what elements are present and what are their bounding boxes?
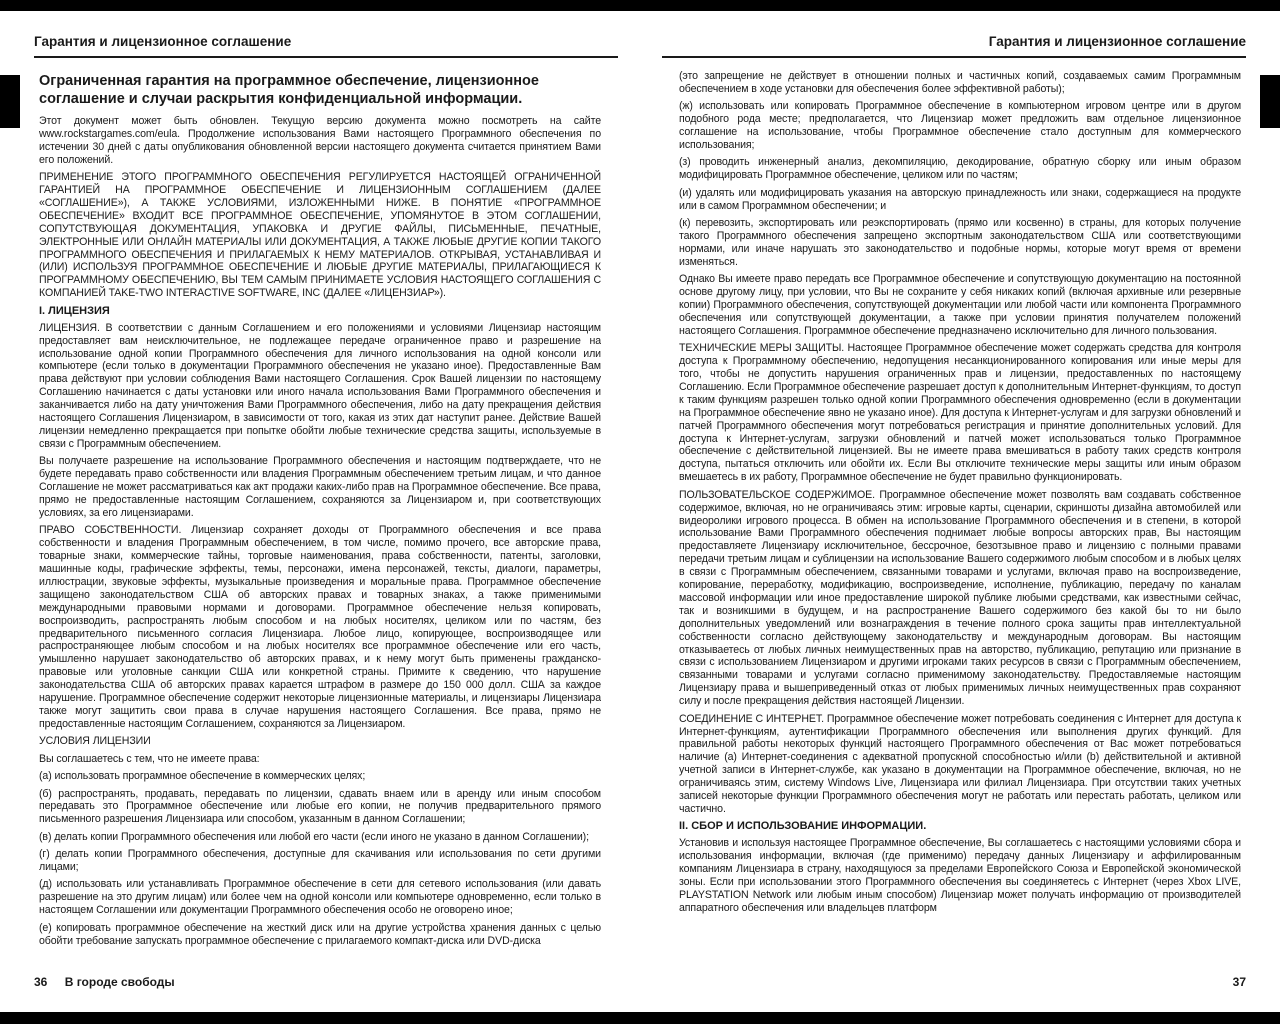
left-page-header: Гарантия и лицензионное соглашение bbox=[34, 34, 292, 49]
paragraph: ПРИМЕНЕНИЕ ЭТОГО ПРОГРАММНОГО ОБЕСПЕЧЕНИЯ РЕГУЛИРУЕТСЯ НАСТОЯЩЕЙ ОГРАНИЧЕННОЙ ГАРАНТИЕЙ НА ПРОГРАММНОЕ ОБЕСПЕЧЕНИЕ И ЛИЦЕНЗИОННЫМ СОГЛАШЕНИЕМ (ДАЛЕЕ «СОГЛАШЕНИЕ»), А ТАКЖЕ УСЛОВИЯМИ, ИЗЛОЖЕННЫМИ НИЖЕ. В ПОНЯТИЕ «ПРОГРАММНОЕ ОБЕСПЕЧЕНИЕ» ВХОДИТ ВСЕ ПРОГРАММНОЕ ОБЕСПЕЧЕНИЕ, УПОМЯНУТОЕ В ЭТОМ СОГЛАШЕНИИ, СОПУТСТВУЮЩАЯ ДОКУМЕНТАЦИЯ, УПАКОВКА И ДРУГИЕ ФАЙЛЫ, ПИСЬМЕННЫЕ, ПЕЧАТНЫЕ, ЭЛЕКТРОННЫЕ ИЛИ ОНЛАЙН МАТЕРИАЛЫ ИЛИ ДОКУМЕНТАЦИЯ, А ТАКЖЕ ЛЮБЫЕ ДРУГИЕ КОПИИ ТАКОГО ПРОГРАММНОГО ОБЕСПЕЧЕНИЯ И ПРИЛАГАЕМЫХ К НЕМУ МАТЕРИАЛОВ. ОТКРЫВАЯ, УСТАНАВЛИВАЯ И (ИЛИ) ИСПОЛЬЗУЯ ПРОГРАММНОЕ ОБЕСПЕЧЕНИЕ И ЛЮБЫЕ ДРУГИЕ МАТЕРИАЛЫ, ПРИЛАГАЮЩИЕСЯ К ПРОГРАММНОМУ ОБЕСПЕЧЕНИЮ, ВЫ ТЕМ САМЫМ ПРИНИМАЕТЕ УСЛОВИЯ НАСТОЯЩЕГО СОГЛАШЕНИЯ С КОМПАНИЕЙ TAKE-TWO INTERACTIVE SOFTWARE, INC (ДАЛЕЕ «ЛИЦЕНЗИАР»). bbox=[39, 171, 601, 300]
game-title: В городе свободы bbox=[64, 975, 175, 989]
right-page-header: Гарантия и лицензионное соглашение bbox=[988, 34, 1246, 49]
paragraph: (е) копировать программное обеспечение на жесткий диск или на другие устройства хранения данных с целью обойти требование запускать программное обеспечение с прилагаемого компакт-диска или DVD-диска bbox=[39, 921, 601, 947]
paragraph: (д) использовать или устанавливать Программное обеспечение в сети для сетевого использования (или давать разрешение на это другим лицам) или более чем на одной консоли или компьютере одновременно, если только в настоящем Соглашении или документации Программного обеспечения особо не оговорено иное; bbox=[39, 878, 601, 917]
bottom-black-band bbox=[0, 1012, 1280, 1024]
right-edge-tab bbox=[1260, 75, 1280, 128]
right-text-body bbox=[679, 70, 1241, 915]
paragraph: СОЕДИНЕНИЕ С ИНТЕРНЕТ. Программное обеспечение может потребовать соединения с Интернет для доступа к Интернет-функциям, аутентификации Программного обеспечения или выполнения других функций. Для правильной работы некоторых функций настоящего Программного обеспечения от Вас может потребоваться наличие (а) Интернет-соединения с адекватной пропускной способностью и/или (b) действительной и активной учетной записи в Интернет-службе, как указано в документации на Программное обеспечение, включая, но не ограничиваясь этим, систему Windows Live, Лицензиара или филиал Лицензиара. При отсутствии таких учетных записей некоторые функции Программного обеспечения могут не работать или перестать работать, целиком или частично. bbox=[679, 712, 1241, 815]
paragraph: (к) перевозить, экспортировать или реэкспортировать (прямо или косвенно) в страны, для которых получение такого Программного обеспечения запрещено экспортным законодательством США или соответствующими нормами, или иначе нарушать это законодательство и подобные нормы, которые могут время от времени изменяться. bbox=[679, 217, 1241, 268]
paragraph: (б) распространять, продавать, передавать по лицензии, сдавать внаем или в аренду или иным способом передавать это Программное обеспечение или любые его копии, не получив предварительного прямого письменного разрешения Лицензиара или способом, указанным в данном Соглашении; bbox=[39, 787, 601, 826]
section-heading: I. ЛИЦЕНЗИЯ bbox=[39, 304, 110, 317]
paragraph: (ж) использовать или копировать Программное обеспечение в компьютерном игровом центре или в другом подобного рода месте; предполагается, что Лицензиар может предложить вам отдельное лицензионное соглашение на использование, чтобы Программное обеспечение стало доступным для коммерческого использования; bbox=[679, 100, 1241, 152]
paragraph: (это запрещение не действует в отношении полных и частичных копий, создаваемых самим Программным обеспечением в ходе установки для обеспечения более эффективной работы); bbox=[679, 70, 1241, 95]
paragraph: Вы получаете разрешение на использование Программного обеспечения и настоящим подтверждаете, что не будете передавать право собственности или владения Программным обеспечением третьим лицам, и что данное Соглашение не может рассматриваться как акт продажи каких-либо прав на Программное обеспечение. Все права, прямо не предоставленные настоящим Соглашением, сохраняются за Лицензиаром и, при соответствующих условиях, за его лицензиарами. bbox=[39, 455, 601, 519]
left-header-rule bbox=[34, 56, 618, 58]
paragraph: ТЕХНИЧЕСКИЕ МЕРЫ ЗАЩИТЫ. Настоящее Программное обеспечение может содержать средства для контроля доступа к Программному обеспечению, недопущения несанкционированного копирования или иные меры для того, чтобы не допустить нарушения ограниченных прав и лицензии, предоставленных по настоящему Соглашению. Если Программное обеспечение разрешает доступ к дополнительным Интернет-функциям, то доступ к таким функциям разрешен только одной копии Программного обеспечения одновременно (если в документации на Программное обеспечение явно не указано иное). Для доступа к Интернет-услугам и для загрузки обновлений и патчей Программного обеспечения могут потребоваться регистрация и принятие дополнительных условий. Для доступа к Интернет-услугам, загрузки обновлений и патчей может использоваться только Программное обеспечение с действительной лицензией. Вы не имеете права вмешиваться в работу таких средств контроля доступа, пытаться отключить или обойти их. Если Вы отключите технические меры защиты или иным образом вмешаетесь в их работу, Программное обеспечение не будет правильно функционировать. bbox=[679, 342, 1241, 484]
left-page-column bbox=[39, 70, 601, 956]
paragraph: Однако Вы имеете право передать все Программное обеспечение и сопутствующую документацию на постоянной основе другому лицу, при условии, что Вы не сохраните у себя никаких копий (включая архивные или резервные копии) Программного обеспечения, сопутствующей документации или любой части или компонента Программного обеспечения или сопутствующей документации, а также при условии принятия получателем положений настоящего Соглашения. Программное обеспечение предназначено исключительно для личного пользования. bbox=[679, 273, 1241, 337]
paragraph: (а) использовать программное обеспечение в коммерческих целях; bbox=[39, 770, 366, 783]
right-header-rule bbox=[662, 56, 1246, 58]
paragraph: (в) делать копии Программного обеспечения или любой его части (если иного не указано в данном Соглашении); bbox=[39, 830, 589, 843]
paragraph: (и) удалять или модифицировать указания на авторскую принадлежность или знаки, содержащиеся на продукте или в самом Программном обеспечении; и bbox=[679, 186, 1241, 212]
left-text-body bbox=[39, 115, 601, 947]
paragraph: (з) проводить инженерный анализ, декомпиляцию, декодирование, обратную сборку или иным образом модифицировать Программное обеспечение, целиком или по частям; bbox=[679, 156, 1241, 182]
page-number-left: 36 bbox=[34, 975, 48, 989]
right-page-footer bbox=[1233, 975, 1246, 989]
left-page-footer bbox=[34, 975, 175, 989]
paragraph: УСЛОВИЯ ЛИЦЕНЗИИ bbox=[39, 735, 151, 748]
paragraph: Установив и используя настоящее Программное обеспечение, Вы соглашаетесь с настоящими условиями сбора и использования информации, включая (где применимо) передачу данных Лицензиару и аффилированным компаниям Лицензиара в страну, находящуюся за пределами Европейского Союза и Европейской экономической зоны. Если при использовании этого Программного обеспечения вы соединяетесь с Интернет (через Xbox LIVE, PLAYSTATION Network или любым иным способом) Лицензиар может получать информацию от производителей аппаратного обеспечения или владельцев платформ bbox=[679, 837, 1241, 914]
paragraph: ПРАВО СОБСТВЕННОСТИ. Лицензиар сохраняет доходы от Программного обеспечения и все права собственности и владения Программным обеспечением, в том числе, помимо прочего, все авторские права, товарные знаки, коммерческие тайны, торговые наименования, права собственности, патенты, заголовки, машинные коды, графические эффекты, темы, персонажи, имена персонажей, тексты, диалоги, параметры, иллюстрации, звуковые эффекты, музыкальные произведения и моральные права. Программное обеспечение защищено законодательством США об авторских правах и товарных знаках, а также применимыми международными правовыми нормами и договорами. Программное обеспечение нельзя копировать, воспроизводить, распространять любым способом и на любых носителях, целиком или по частям, без предварительного письменного согласия Лицензиара. Любое лицо, копирующее, воспроизводящее или распространяющее любым способом и на любых носителях все программное обеспечение или его часть, умышленно нарушает законодательство об авторских правах, и к нему могут быть применены гражданско-правовые или уголовные санкции США или конкретной страны. Примите к сведению, что нарушение законодательства США об авторских правах карается штрафом в размере до 150 000 долл. США за каждое нарушение. Программное обеспечение содержит некоторые лицензионные материалы, и лицензиары Лицензиара также могут защитить свои права в случае нарушения настоящего Соглашения. Все права, прямо не предоставленные настоящим Соглашением, сохраняются за Лицензиаром. bbox=[39, 524, 601, 730]
paragraph: ПОЛЬЗОВАТЕЛЬСКОЕ СОДЕРЖИМОЕ. Программное обеспечение может позволять вам создавать собственное содержимое, включая, но не ограничиваясь этим: игровые карты, сценарии, скриншоты дизайна автомобилей или видеоролики игрового процесса. В обмен на использование Программного обеспечения и в степени, в которой использование Вами Программного обеспечения поднимает любые вопросы авторских прав, Вы настоящим предоставляете Лицензиару исключительное, бессрочное, безотзывное право и лицензию с полными правами передачи третьим лицам и сублицензии на использование Вашего содержимого любым способом и в любых целях в связи с Программным обеспечением, связанными товарами и услугами, включая право на воспроизведение, копирование, переработку, модификацию, воспроизведение, исполнение, публикацию, передачу по каналам массовой информации или иное предоставление широкой публике любыми средствами, как известными сейчас, так и возникшими в будущем, и на распространение Вашего содержимого без какой бы то ни было дополнительных уведомлений или вознаграждения в течение полного срока защиты прав интеллектуальной собственности согласно действующему законодательству и международным договорам. Вы настоящим отказываетесь от любых личных неимущественных прав на авторство, публикацию, репутацию или признание в связи с использованием Лицензиаром и другими игроками таких ресурсов в связи с Программным обеспечением, связанными товарами и услугами согласно применимому законодательству. Предоставляемые настоящим Лицензиару права и вышеприведенный отказ от любых применимых личных неимущественных прав сохраняют силу и после прекращения действия настоящей Лицензии. bbox=[679, 488, 1241, 708]
top-black-band bbox=[0, 0, 1280, 11]
paragraph: (г) делать копии Программного обеспечения, доступные для скачивания или использования по сети другими лицами; bbox=[39, 848, 601, 874]
paragraph: Этот документ может быть обновлен. Текущую версию документа можно посмотреть на сайте www.rockstargames.com/eula. Продолжение использования Вами настоящего Программного обеспечения по истечении 30 дней с даты опубликования обновленной версии настоящего документа считается принятием Вами его положений. bbox=[39, 115, 601, 166]
paragraph: Вы соглашаетесь с тем, что не имеете права: bbox=[39, 752, 260, 765]
left-edge-tab bbox=[0, 75, 20, 128]
section-heading: II. СБОР И ИСПОЛЬЗОВАНИЕ ИНФОРМАЦИИ. bbox=[679, 820, 927, 833]
page-title: Ограниченная гарантия на программное обеспечение, лицензионное соглашение и случаи раскрытия конфиденциальной информации. bbox=[39, 73, 539, 107]
right-page-column bbox=[679, 70, 1241, 956]
paragraph: ЛИЦЕНЗИЯ. В соответствии с данным Соглашением и его положениями и условиями Лицензиар настоящим предоставляет вам неисключительное, не подлежащее передаче ограниченное право и разрешение на использование одной копии Программного обеспечения для личного использования на одной консоли или компьютере (если только в документации Программного обеспечения не указано иное). Предоставленные Вам права действуют при условии соблюдения Вами настоящего Соглашения. Срок Вашей лицензии по настоящему Соглашению начинается с даты установки или иного начала использования Вами Программного обеспечения и заканчивается либо на дату уничтожения Вами Программного обеспечения, либо на дату прекращения действия настоящего Соглашения Лицензиаром, в зависимости от того, какая из этих дат наступит ранее. Действие Вашей лицензии немедленно прекращается при попытке обойти любые технические средства защиты, используемые в связи с Программным обеспечением. bbox=[39, 321, 601, 450]
page-number-right: 37 bbox=[1232, 975, 1246, 989]
